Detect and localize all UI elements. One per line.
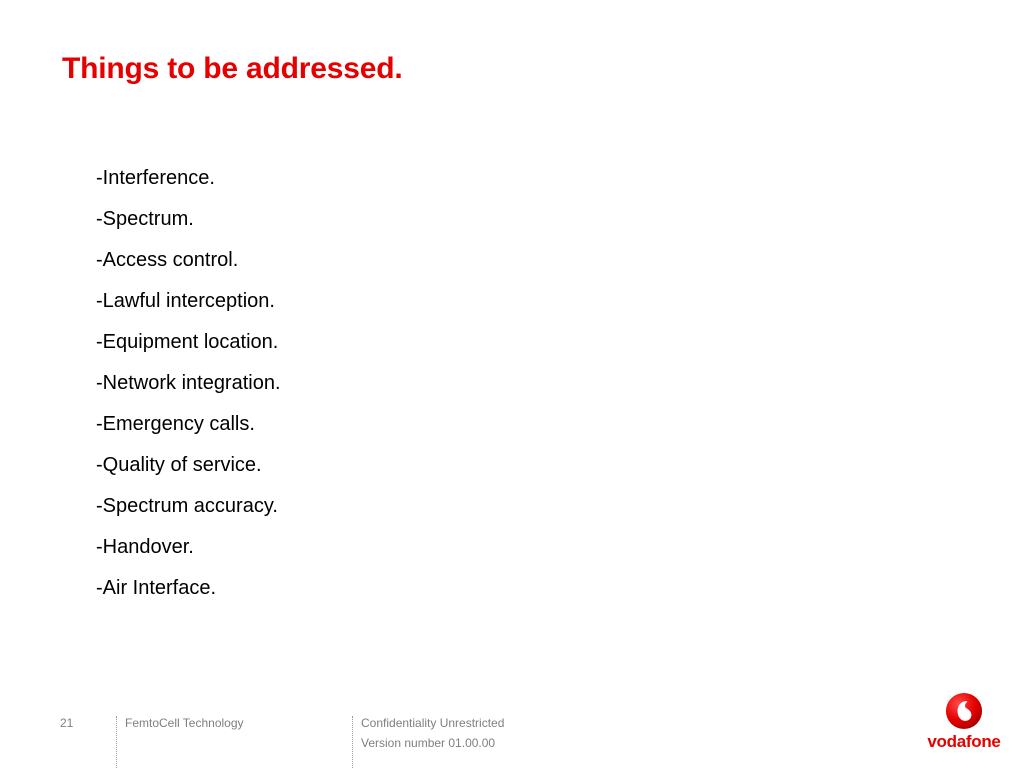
footer-project-name: FemtoCell Technology (125, 716, 244, 730)
vodafone-speechmark-icon (945, 692, 983, 730)
footer-version: Version number 01.00.00 (361, 736, 496, 750)
bullet-item: -Access control. (96, 249, 239, 271)
bullet-item: -Emergency calls. (96, 413, 255, 435)
page-number: 21 (60, 716, 74, 730)
bullet-item: -Handover. (96, 536, 194, 558)
footer-divider (352, 716, 353, 768)
bullet-item: -Lawful interception. (96, 290, 275, 312)
bullet-item: -Spectrum. (96, 208, 194, 230)
bullet-item: -Equipment location. (96, 331, 279, 353)
footer-divider (116, 716, 117, 768)
bullet-list (96, 164, 281, 615)
slide-title: Things to be addressed. (62, 52, 403, 85)
bullet-item: -Network integration. (96, 372, 281, 394)
bullet-item: -Air Interface. (96, 577, 217, 599)
bullet-item: -Spectrum accuracy. (96, 495, 278, 517)
bullet-item: -Interference. (96, 167, 215, 189)
vodafone-logo (921, 692, 1007, 752)
vodafone-wordmark: vodafone (927, 732, 1001, 751)
footer-confidentiality: Confidentiality Unrestricted (361, 716, 505, 730)
bullet-item: -Quality of service. (96, 454, 262, 476)
